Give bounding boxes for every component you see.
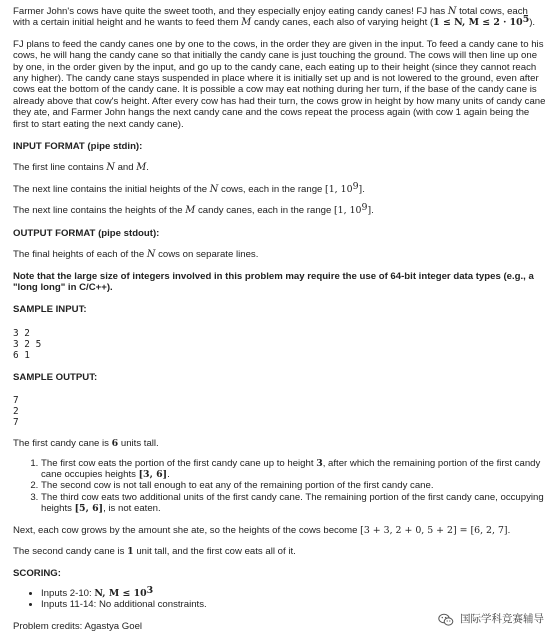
sample-output-heading: SAMPLE OUTPUT: [13,371,98,383]
input-format-line-2: The next line contains the initial heights of the N cows, each in the range [1, $10^9$]. [13,180,365,195]
input-format-line-3: The next line contains the heights of the M candy canes, each in the range [1, $10^9$]. [13,202,374,217]
input-format-heading: INPUT FORMAT (pipe stdin): [13,141,143,153]
scoring-list [13,584,546,611]
explanation-step: 3. The third cow eats two additional units of the first candy cane. The remaining portion of the first candy cane, occupying heights [5, 6], is not eaten. [41,492,546,515]
watermark-text: 国际学科竞赛辅导 [460,613,544,626]
explanation-step: 2. The second cow is not tall enough to eat any of the remaining portion of the first candy cane. [41,480,546,491]
intro-paragraph-1: Farmer John's cows have quite the sweet tooth, and they especially enjoy eating candy canes! FJ has N total cows, each with a certain initial height and he wants to feed them M candy canes, each also of varying height (1 ≤ N, $M \le 2 \cdot 10^5$). [13,6,536,29]
integer-size-note: Note that the large size of integers involved in this problem may require the use of 64-bit integer data types (e.g., a "long long" in C/C++). [13,270,534,293]
wechat-icon [438,613,454,627]
sample-input-block: 3 2 3 2 5 6 1 [13,327,42,361]
output-format-heading: OUTPUT FORMAT (pipe stdout): [13,227,160,239]
intro-paragraph-2: FJ plans to feed the candy canes one by one to the cows, in the order they are given in the input. To feed a candy cane to his cows, he will hang the candy cane so that initially the candy cane is just touching the ground. The cows will then line up one by one, in the order given by the input, and go up to the candy cane, each eating up to their height (since they cannot reach any higher). The candy cane stays suspended in place where it is initially set up and is not lowered to the ground, even after cows eat the bottom of the candy cane. It is possible a cow may eat nothing during her turn, if the base of the candy cane is already above that cow's height. After every cow has had their turn, the cows grow in height by how many units of candy cane they ate, and Farmer John hangs the next candy cane and the cows repeat the process again (with cow 1 again being the first to start eating the next candy cane). [13,38,546,130]
explanation-step: 1. The first cow eats the portion of the first candy cane up to height 3, after which the remaining portion of the first candy cane occupies heights [3, 6]. [41,458,546,481]
explanation-first-cane: The first candy cane is 6 units tall. [13,438,159,450]
sample-input-heading: SAMPLE INPUT: [13,304,87,316]
scoring-item: • Inputs 2-10: N, $M \le 10^3$ [41,588,546,599]
explanation-growth: Next, each cow grows by the amount she ate, so the heights of the cows become [3 + 3, 2 + 0, 5 + 2] = [6, 2, 7]. [13,524,511,536]
input-format-line-1: The first line contains N and M. [13,162,149,174]
problem-statement [13,6,546,632]
watermark [438,613,544,627]
sample-output-block: 7 2 7 [13,395,19,429]
explanation-second-cane: The second candy cane is 1 unit tall, and the first cow eats all of it. [13,545,296,557]
explanation-steps [13,458,546,515]
output-format-line-1: The final heights of each of the N cows on separate lines. [13,249,259,261]
problem-credits: Problem credits: Agastya Goel [13,620,143,632]
scoring-heading: SCORING: [13,568,61,580]
scoring-item: • Inputs 11-14: No additional constraints. [41,599,546,610]
